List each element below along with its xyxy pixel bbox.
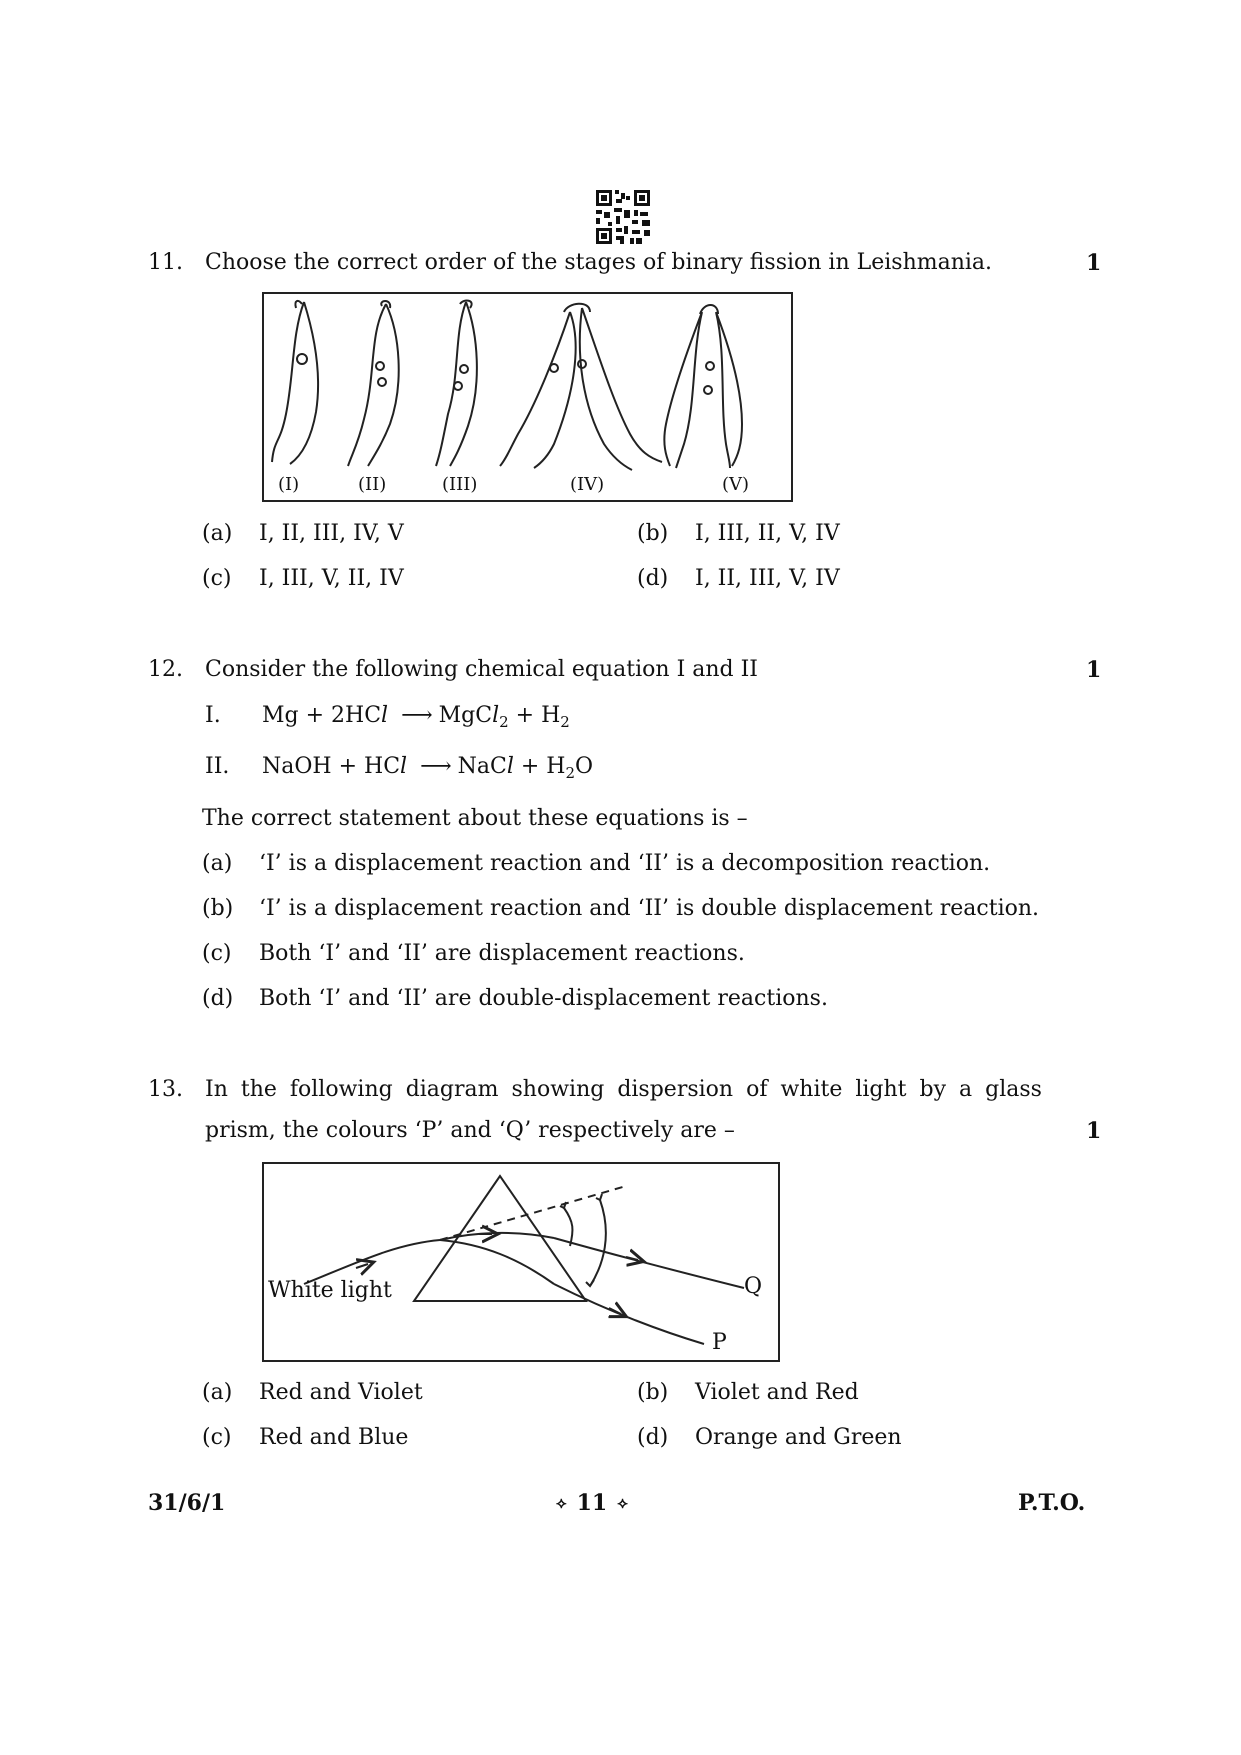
option-text: Orange and Green: [695, 1425, 902, 1450]
option-label: (d): [637, 566, 669, 591]
question-text: In the following diagram showing dispersion of white light by a glass: [205, 1077, 1042, 1102]
reaction-arrow: ⟶: [401, 703, 433, 728]
figure-label: (V): [722, 474, 750, 495]
prism-dispersion-drawing: [264, 1164, 782, 1364]
subscript: 2: [499, 713, 509, 731]
ornament-icon: ⟡: [617, 1493, 628, 1512]
option-text: I, III, II, V, IV: [695, 521, 840, 546]
figure-label: (II): [358, 474, 387, 495]
option-label: (d): [637, 1425, 669, 1450]
option-label: (b): [637, 521, 669, 546]
option-text: Both ‘I’ and ‘II’ are displacement reactions.: [259, 941, 745, 966]
question-number: 13.: [148, 1077, 183, 1102]
option-text: ‘I’ is a displacement reaction and ‘II’ is a decomposition reaction.: [259, 851, 991, 876]
prism-figure: [262, 1162, 780, 1362]
option-label: (b): [202, 896, 234, 921]
question-text: Choose the correct order of the stages of binary fission in Leishmania.: [205, 250, 993, 275]
question-text: Consider the following chemical equation I and II: [205, 657, 758, 682]
option-text: I, III, V, II, IV: [259, 566, 404, 591]
question-marks: 1: [1086, 1118, 1102, 1144]
option-text: Both ‘I’ and ‘II’ are double-displacement reactions.: [259, 986, 828, 1011]
equation-product: + H: [513, 754, 566, 779]
option-label: (c): [202, 941, 232, 966]
ornament-icon: ⟡: [556, 1493, 567, 1512]
equation-product: + H: [508, 703, 561, 728]
option-text: Red and Violet: [259, 1380, 423, 1405]
option-label: (d): [202, 986, 234, 1011]
option-label: (b): [637, 1380, 669, 1405]
option-label: (a): [202, 851, 233, 876]
equation-product: MgC: [438, 703, 493, 728]
option-label: (a): [202, 521, 233, 546]
italic-l: l: [506, 754, 514, 779]
p-label: P: [712, 1330, 727, 1355]
page-number: [556, 1490, 628, 1516]
leishmania-figure: [262, 292, 793, 502]
subscript: 2: [565, 764, 576, 782]
pto-label: P.T.O.: [1018, 1490, 1086, 1516]
question-marks: 1: [1086, 250, 1102, 276]
white-light-label: White light: [268, 1278, 392, 1303]
figure-label: (IV): [570, 474, 605, 495]
italic-l: l: [400, 754, 408, 779]
equation-product: O: [575, 754, 594, 779]
reaction-arrow: ⟶: [420, 754, 452, 779]
equation-reactants: NaOH + HC: [262, 754, 401, 779]
figure-label: (I): [278, 474, 300, 495]
subscript: 2: [560, 713, 570, 731]
option-text: I, II, III, V, IV: [695, 566, 840, 591]
chemical-equation-1: [262, 703, 570, 731]
option-label: (c): [202, 1425, 232, 1450]
question-number: 12.: [148, 657, 183, 682]
paper-code: 31/6/1: [148, 1490, 226, 1516]
equation-label: I.: [205, 703, 221, 728]
question-text: prism, the colours ‘P’ and ‘Q’ respectively are –: [205, 1118, 735, 1143]
option-text: I, II, III, IV, V: [259, 521, 404, 546]
option-text: ‘I’ is a displacement reaction and ‘II’ is double displacement reaction.: [259, 896, 1040, 921]
question-stem: The correct statement about these equations is –: [202, 806, 748, 831]
italic-l: l: [492, 703, 500, 728]
equation-reactants: Mg + 2HC: [262, 703, 382, 728]
option-text: Red and Blue: [259, 1425, 409, 1450]
page-number-text: 11: [576, 1490, 608, 1516]
option-text: Violet and Red: [695, 1380, 859, 1405]
italic-l: l: [381, 703, 389, 728]
option-label: (a): [202, 1380, 233, 1405]
q-label: Q: [744, 1274, 763, 1299]
chemical-equation-2: [262, 754, 594, 782]
leishmania-stages-drawing: [264, 294, 795, 504]
question-marks: 1: [1086, 657, 1102, 683]
equation-product: NaC: [457, 754, 507, 779]
question-number: 11.: [148, 250, 183, 275]
equation-label: II.: [205, 754, 230, 779]
figure-label: (III): [442, 474, 478, 495]
option-label: (c): [202, 566, 232, 591]
